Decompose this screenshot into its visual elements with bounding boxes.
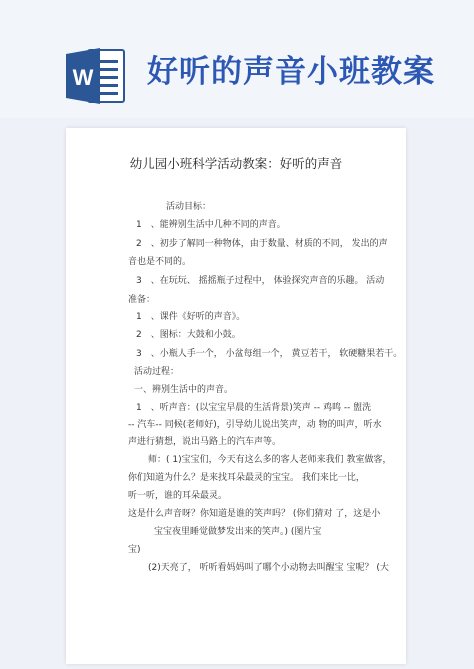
prep-item-3: 3 、小瓶人手一个， 小盆每组一个， 黄豆若干， 软硬糖果若干。 <box>136 349 403 359</box>
process-step-1-cont-b: 声进行猜想，说出马路上的汽车声等。 <box>128 437 282 447</box>
header-banner <box>0 0 474 118</box>
goal-item-2-cont: 音也是不同的。 <box>128 257 192 267</box>
section-heading-process: 活动过程： <box>134 367 180 377</box>
goal-item-1: 1 、能辨别生活中几种不同的声音。 <box>136 220 286 230</box>
goal-item-2: 2 、初步了解同一种物体，由于数量、材质的不同， 发出的声 <box>136 239 388 249</box>
document-page <box>66 128 406 664</box>
process-step-1: 1 、听声音：(以宝宝早晨的生活背景)笑声 -- 鸡鸣 -- 盥洗 <box>136 403 372 413</box>
section-heading-goals: 活动目标： <box>166 202 212 212</box>
process-step-1-cont-a: -- 汽车-- 同候(老师好)，引导幼儿说出笑声，动 物的叫声，听水 <box>128 420 382 430</box>
goal-item-3: 3 、在玩玩、 摇摇瓶子过程中， 体验探究声音的乐趣。 活动 <box>136 276 385 286</box>
word-icon-letter: W <box>72 65 94 90</box>
prep-item-1: 1 、课件《好听的声音》。 <box>136 312 246 322</box>
teacher-dialogue-question: 这是什么声音呀？你知道是谁的笑声吗？ (你们猜对 了，这是小 <box>128 509 381 519</box>
teacher-dialogue-question-cont: 宝宝夜里睡觉做梦发出来的笑声。) (图片宝 <box>154 527 322 537</box>
word-document-icon <box>64 44 128 108</box>
prep-item-2: 2 、图标：大鼓和小鼓。 <box>136 330 241 340</box>
lesson-plan-title: 幼儿园小班科学活动教案：好听的声音 <box>129 156 343 171</box>
teacher-dialogue-1: 师：( 1)宝宝们，今天有这么多的客人老师来我们 教室做客， <box>148 455 392 465</box>
teacher-dialogue-1-cont-a: 你们知道为什么？是来找耳朵最灵的宝宝。 我们来比一比， <box>128 473 365 483</box>
teacher-dialogue-1-cont-b: 听一听，谁的耳朵最灵。 <box>128 491 228 501</box>
process-step-heading: 一、辨别生活中的声音。 <box>134 385 234 395</box>
document-name-title: 好听的声音小班教案 <box>147 54 435 90</box>
teacher-dialogue-question-end: 宝) <box>128 545 141 555</box>
section-heading-prep: 准备： <box>128 295 156 305</box>
teacher-dialogue-2: (2)天亮了， 听听看妈妈叫了哪个小动物去叫醒宝 宝呢？ (大 <box>148 563 389 573</box>
